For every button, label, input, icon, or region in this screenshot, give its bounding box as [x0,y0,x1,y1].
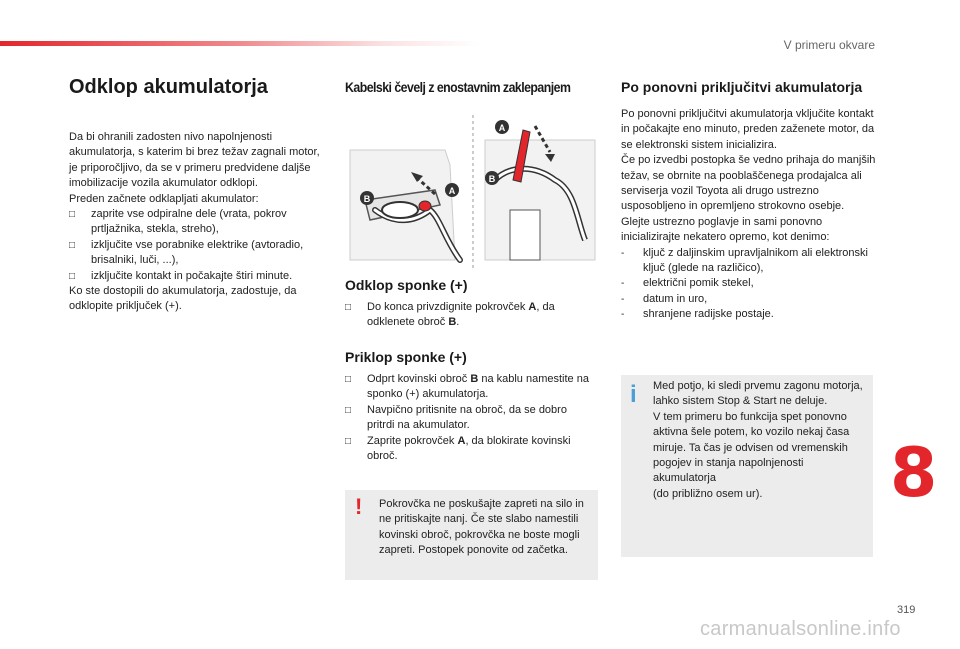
warning-note [345,490,598,580]
after-text: Ko ste dostopili do akumulatorja, zadostuje, da odklopite priključek (+). [69,285,297,313]
figure-label-b-2: B [488,174,496,184]
right-body [621,107,879,323]
checkbox-bullet-icon: □ [69,270,76,282]
disconnect-heading: Odklop sponke (+) [345,277,468,293]
cable-lug-heading: Kabelski čevelj z enostavnim zaklepanjem [345,79,571,95]
battery-terminal-illustration [345,110,597,275]
exclamation-icon: ! [355,494,363,519]
list-item: □ izključite kontakt in počakajte štiri minute. [69,269,321,284]
figure-label-b: B [363,194,371,204]
list-item: - datum in uro, [621,292,708,305]
page-title: Odklop akumulatorja [69,76,268,98]
watermark: carmanualsonline.info [700,618,901,640]
info-text: Med potjo, ki sledi prvemu zagonu motorja, lahko sistem Stop & Start ne deluje. V tem primeru bo funkcija spet ponovno aktivna šele potem, ko vozilo nekaj časa miruje. Ta čas je odvisen od vremenskih pogojev in stanja napolnjenosti akumulatorja (do približno osem ur). [653,380,863,500]
terminal-right-drawing [485,120,595,260]
list-item: □ izključite vse porabnike elektrike (avtoradio, brisalniki, luči, ...), [69,238,321,269]
checkbox-bullet-icon: □ [69,209,76,221]
reconnect-p1: Po ponovni priključitvi akumulatorja vključite kontakt in počakajte eno minuto, preden zaženete motor, da se elektronski sistem inicializira. [621,108,875,151]
checkbox-bullet-icon: □ [345,374,352,385]
checkbox-bullet-icon: □ [345,404,352,416]
list-item: □ zaprite vse odpiralne dele (vrata, pokrov prtljažnika, stekla, streho), [69,207,321,238]
list-item: - shranjene radijske postaje. [621,308,774,321]
reconnect-p3: Glejte ustrezno poglavje in sami ponovno inicializirajte nekatero opremo, kot denimo: [621,215,830,244]
checkbox-bullet-icon: □ [345,435,352,447]
chapter-number: 8 [890,434,938,513]
list-item: □ Do konca privzdignite pokrovček A, da odklenete obroč B. [345,300,595,331]
checkbox-bullet-icon: □ [345,302,352,313]
intro-text: Da bi ohranili zadosten nivo napolnjenosti akumulatorja, s katerim bi brez težav zagnali motor, je priporočljivo, da se v primeru predvidene daljše imobilizacije vozila akumulator odklopi. [69,131,320,190]
checkbox-bullet-icon: □ [69,239,76,251]
list-item: - ključ z daljinskim upravljalnikom ali elektronski ključ (glede na različico), [621,246,868,275]
list-item: - električni pomik stekel, [621,277,754,290]
header-accent-bar [0,41,480,46]
figure-label-a: A [448,186,456,196]
connect-heading: Priklop sponke (+) [345,349,467,365]
info-icon: i [630,381,637,408]
disconnect-body [345,300,595,331]
reconnect-heading: Po ponovni priključitvi akumulatorja [621,79,863,95]
section-title: V primeru okvare [783,38,875,52]
figure-label-a-2: A [498,123,506,133]
warning-text: Pokrovčka ne poskušajte zapreti na silo in ne pritiskajte nanj. Če ste slabo namestili kovinski obroč, pokrovčka ne boste mogli zapreti. Postopek ponovite od začetka. [379,498,584,557]
reconnect-p2: Če po izvedbi postopka še vedno prihaja do manjših težav, se obrnite na pooblaščenega prodajalca ali serviserja vozil Toyota ali drugo ustrezno usposobljeno in opremljeno strokovno osebje. [621,154,876,213]
info-note [621,375,873,557]
connect-body [345,372,595,464]
list-item: □ Navpično pritisnite na obroč, da se dobro pritrdi na akumulator. [345,403,595,434]
terminal-left-drawing [350,150,460,260]
list-item: □ Odprt kovinski obroč B na kablu namestite na sponko (+) akumulatorja. [345,372,595,403]
page-number: 319 [897,604,916,616]
before-text: Preden začnete odklapljati akumulator: [69,192,259,205]
list-item: □ Zaprite pokrovček A, da blokirate kovinski obroč. [345,434,595,465]
left-body [69,130,321,315]
